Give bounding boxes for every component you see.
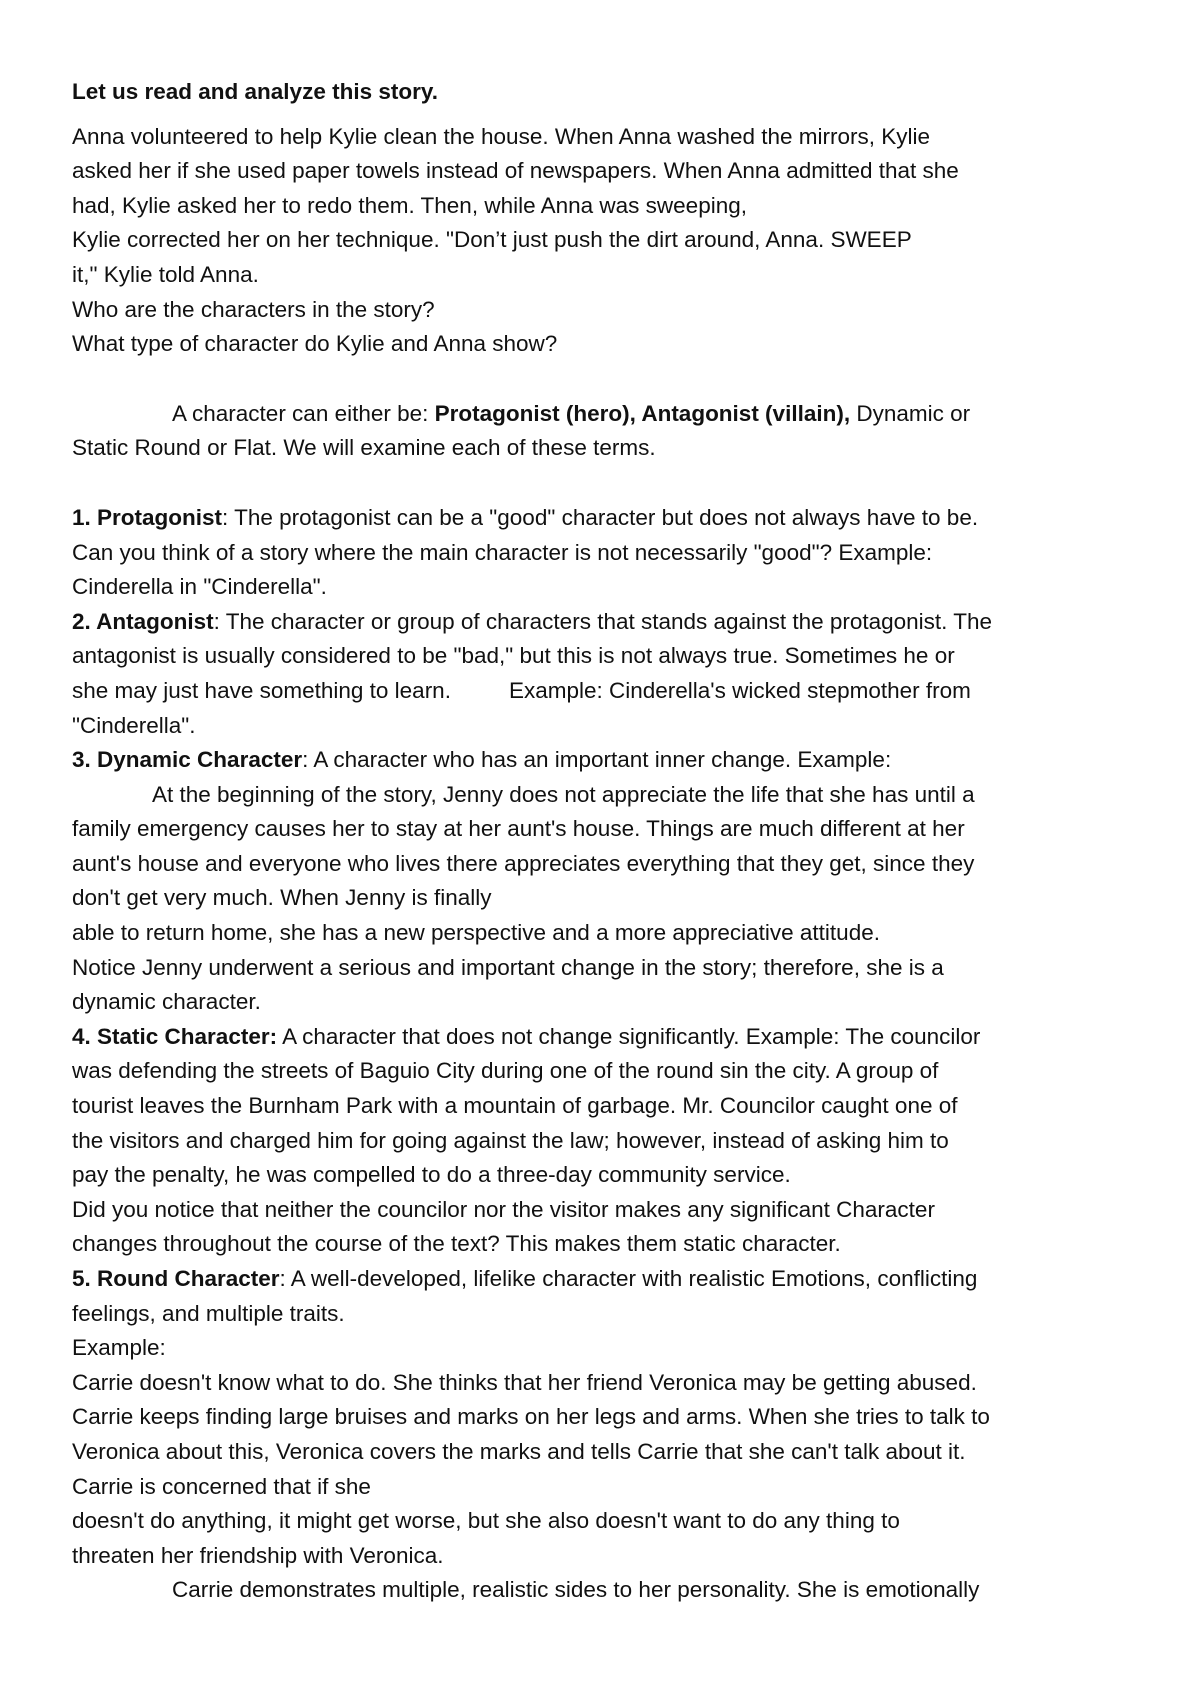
term-round: 5. Round Character (72, 1266, 280, 1291)
story-line: it," Kylie told Anna. (72, 261, 259, 287)
term-antagonist: 2. Antagonist (72, 608, 214, 634)
story-line: Kylie corrected her on her technique. "Don’t just push the dirt around, Anna. SWEEP (72, 227, 912, 253)
definition-dynamic: 3. Dynamic Character: A character who has an important inner change. Example: At the beginning of the story, Jenny does not appreciate the life that she has until a family emergency causes her to stay at her aunt's house. Things are much different at her aunt's house and everyone who lives there appreciates everything that they get, since they don't get very much. When Jenny is finally able to return home, she has a new perspective and a more appreciative attitude. Notice Jenny underwent a serious and important change in the story; therefore, she is a dynamic character. (72, 747, 975, 1015)
page-heading: Let us read and analyze this story. (72, 79, 438, 104)
definition-round: 5. Round Character: A well-developed, lifelike character with realistic Emotions, conflicting feelings, and multiple traits. Example: Carrie doesn't know what to do. She thinks that her friend Veronica may be getting abused. Carrie keeps finding large bruises and marks on her legs and arms. When she tries to talk to Veronica about this, Veronica covers the marks and tells Carrie that she can't talk about it. Carrie is concerned that if she doesn't do anything, it might get worse, but she also doesn't want to do any thing to threaten her friendship with Veronica. Carrie demonstrates multiple, realistic sides to her personality. She is emotionally (72, 1266, 990, 1603)
intro-line: A character can either be: Protagonist (hero), Antagonist (villain), Dynamic or (172, 400, 971, 426)
definition-static: 4. Static Character: A character that does not change significantly. Example: The councilor was defending the streets of Baguio City during one of the round sin the city. A group of tourist leaves the Burnham Park with a mountain of garbage. Mr. Councilor caught one of the visitors and charged him for going against the law; however, instead of asking him to pay the penalty, he was compelled to do a three-day community service. Did you notice that neither the councilor nor the visitor makes any significant Character changes throughout the course of the text? This makes them static character. (72, 1023, 981, 1257)
intro-line: Static Round or Flat. We will examine each of these terms. (72, 435, 656, 461)
intro-paragraph (72, 397, 1140, 466)
story-line: Anna volunteered to help Kylie clean the house. When Anna washed the mirrors, Kylie (72, 123, 931, 149)
story-line: had, Kylie asked her to redo them. Then, while Anna was sweeping, (72, 192, 747, 218)
question-2: What type of character do Kylie and Anna show? (72, 331, 558, 357)
term-protagonist: 1. Protagonist (72, 504, 223, 530)
term-static: 4. Static Character: (72, 1023, 278, 1049)
term-dynamic: 3. Dynamic Character (72, 747, 303, 773)
story-line: asked her if she used paper towels instead of newspapers. When Anna admitted that she (72, 158, 959, 184)
question-1: Who are the characters in the story? (72, 296, 435, 322)
definition-protagonist: 1. Protagonist: The protagonist can be a "good" character but does not always have to be. Can you think of a story where the main character is not necessarily "good"? Example: Cinderella in "Cinderella". (72, 504, 979, 600)
definition-antagonist: 2. Antagonist: The character or group of characters that stands against the protagonist. The antagonist is usually considered to be "bad," but this is not always true. Sometimes he or she may just have something to learn. Example: Cinderella's wicked stepmother from "Cinderella". (72, 608, 993, 738)
story-paragraph (72, 120, 1140, 362)
